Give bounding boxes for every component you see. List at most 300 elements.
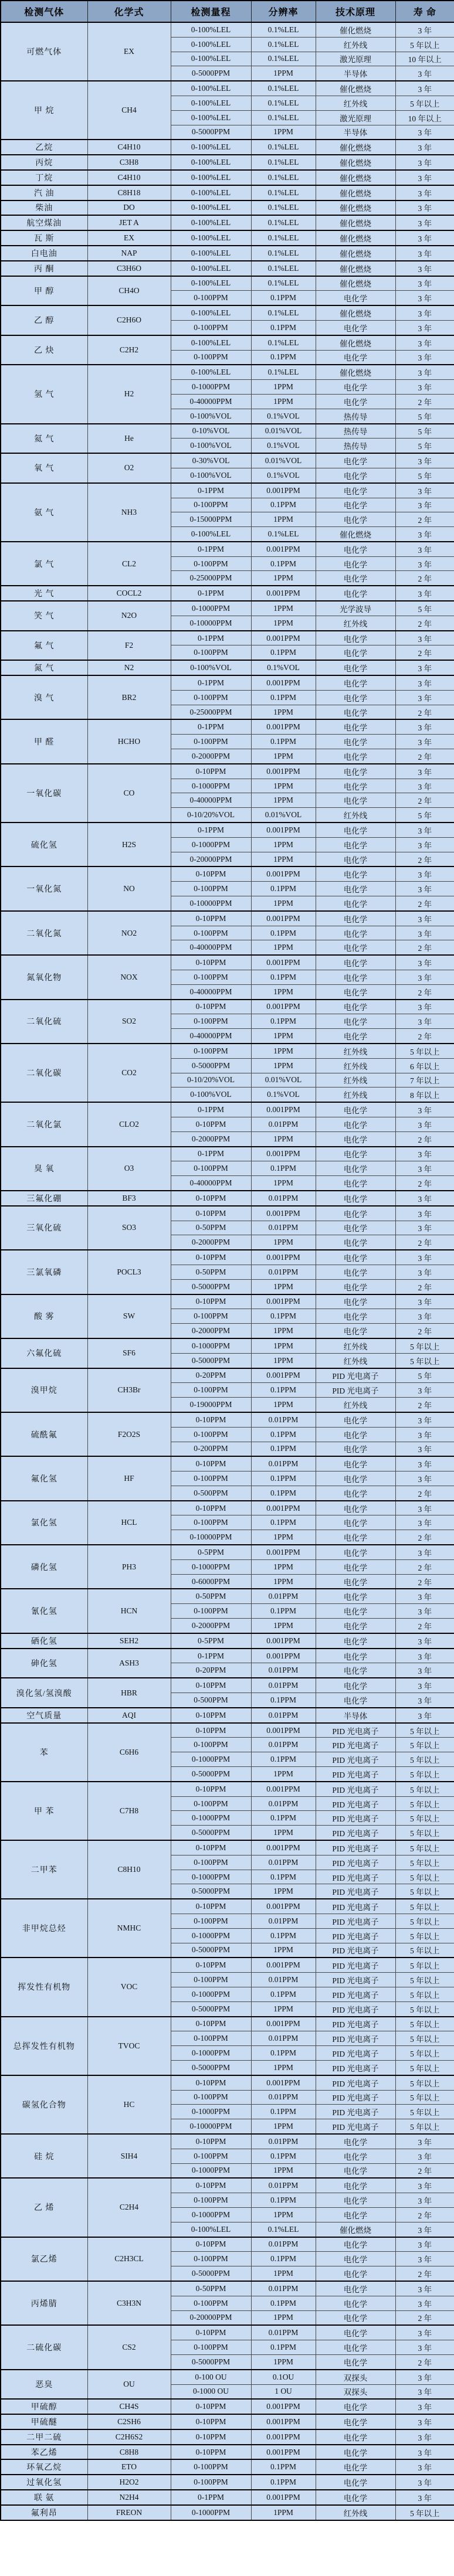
gas-name-cell: 氟化氢 <box>1 1456 87 1500</box>
detection-range-cell: 0-30%VOL <box>171 453 251 468</box>
chemical-formula-cell: C6H6 <box>87 1723 171 1782</box>
technology-cell: 电化学 <box>316 660 395 675</box>
resolution-cell: 0.01PPM <box>251 1265 316 1279</box>
technology-cell: 电化学 <box>316 556 395 571</box>
table-row <box>1 1368 454 1383</box>
lifespan-cell: 3 年 <box>395 246 454 261</box>
chemical-formula-cell: O2 <box>87 453 171 483</box>
lifespan-cell: 5 年以上 <box>395 2001 454 2016</box>
technology-cell: 电化学 <box>316 1604 395 1619</box>
resolution-cell: 0.001PPM <box>251 1000 316 1014</box>
detection-range-cell: 0-1PPM <box>171 542 251 556</box>
lifespan-cell: 2 年 <box>395 645 454 660</box>
technology-cell: 电化学 <box>316 705 395 719</box>
resolution-cell: 0.1%LEL <box>251 37 316 52</box>
detection-range-cell: 0-10PPM <box>171 1117 251 1131</box>
resolution-cell: 0.001PPM <box>251 2429 316 2445</box>
chemical-formula-cell: H2O2 <box>87 2475 171 2490</box>
detection-range-cell: 0-5000PPM <box>171 2060 251 2075</box>
detection-range-cell: 0-10PPM <box>171 2178 251 2193</box>
detection-range-cell: 0-100%LEL <box>171 335 251 350</box>
detection-range-cell: 0-40000PPM <box>171 394 251 409</box>
detection-range-cell: 0-5000PPM <box>171 1279 251 1294</box>
technology-cell: 电化学 <box>316 2475 395 2490</box>
detection-range-cell: 0-1PPM <box>171 483 251 498</box>
detection-range-cell: 0-1000PPM <box>171 2505 251 2520</box>
detection-range-cell: 0-100PPM <box>171 2252 251 2266</box>
detection-range-cell: 0-100%LEL <box>171 185 251 200</box>
lifespan-cell: 3 年 <box>395 125 454 140</box>
gas-name-cell: 二甲二硫 <box>1 2429 87 2445</box>
lifespan-cell: 5 年以上 <box>395 1767 454 1782</box>
technology-cell: 电化学 <box>316 793 395 808</box>
detection-range-cell: 0-19000PPM <box>171 1398 251 1412</box>
technology-cell: 电化学 <box>316 1014 395 1029</box>
lifespan-cell: 5 年以上 <box>395 1928 454 1943</box>
chemical-formula-cell: N2O <box>87 601 171 631</box>
resolution-cell: 1PPM <box>251 1398 316 1412</box>
chemical-formula-cell: ETO <box>87 2459 171 2475</box>
lifespan-cell: 3 年 <box>395 261 454 276</box>
technology-cell: 电化学 <box>316 779 395 793</box>
resolution-cell: 1PPM <box>251 2119 316 2134</box>
technology-cell: 电化学 <box>316 1545 395 1559</box>
gas-name-cell: 硫化氢 <box>1 823 87 866</box>
resolution-cell: 0.001PPM <box>251 1147 316 1161</box>
technology-cell: 光学波导 <box>316 601 395 616</box>
gas-name-cell: 氦 气 <box>1 424 87 454</box>
lifespan-cell: 2 年 <box>395 616 454 630</box>
technology-cell: 电化学 <box>316 1161 395 1176</box>
lifespan-cell: 3 年 <box>395 556 454 571</box>
detection-range-cell: 0-1PPM <box>171 631 251 645</box>
detection-range-cell: 0-5000PPM <box>171 1884 251 1899</box>
technology-cell: 电化学 <box>316 1649 395 1663</box>
gas-name-cell: 氰化氢 <box>1 1589 87 1633</box>
resolution-cell: 0.01PPM <box>251 2281 316 2296</box>
lifespan-cell: 10 年以上 <box>395 110 454 125</box>
lifespan-cell: 3 年 <box>395 2178 454 2193</box>
lifespan-cell: 3 年 <box>395 1191 454 1206</box>
technology-cell: PID 光电离子 <box>316 1826 395 1840</box>
lifespan-cell: 3 年 <box>395 1471 454 1486</box>
technology-cell: 电化学 <box>316 2178 395 2193</box>
resolution-cell: 0.001PPM <box>251 1250 316 1265</box>
technology-cell: 电化学 <box>316 970 395 985</box>
resolution-cell: 0.001PPM <box>251 542 316 556</box>
table-row <box>1 2075 454 2090</box>
lifespan-cell: 2 年 <box>395 2207 454 2222</box>
lifespan-cell: 2 年 <box>395 705 454 719</box>
resolution-cell: 1PPM <box>251 2310 316 2325</box>
resolution-cell: 0.1PPM <box>251 556 316 571</box>
detection-range-cell: 0-100PPM <box>171 1855 251 1870</box>
table-row <box>1 823 454 837</box>
technology-cell: 电化学 <box>316 2149 395 2163</box>
technology-cell: 电化学 <box>316 645 395 660</box>
table-row <box>1 2017 454 2031</box>
lifespan-cell: 3 年 <box>395 1589 454 1603</box>
resolution-cell: 0.001PPM <box>251 866 316 881</box>
gas-name-cell: 乙 烯 <box>1 2178 87 2237</box>
lifespan-cell: 3 年 <box>395 2325 454 2340</box>
lifespan-cell: 3 年 <box>395 2445 454 2460</box>
chemical-formula-cell: CH4O <box>87 276 171 306</box>
resolution-cell: 1PPM <box>251 571 316 586</box>
table-row <box>1 1899 454 1914</box>
lifespan-cell: 8 年以上 <box>395 1088 454 1102</box>
detection-range-cell: 0-25000PPM <box>171 705 251 719</box>
technology-cell: 红外线 <box>316 1044 395 1058</box>
chemical-formula-cell: C7H8 <box>87 1782 171 1840</box>
technology-cell: 电化学 <box>316 1147 395 1161</box>
resolution-cell: 0.1PPM <box>251 1604 316 1619</box>
lifespan-cell: 3 年 <box>395 1294 454 1309</box>
detection-range-cell: 0-40000PPM <box>171 793 251 808</box>
table-row <box>1 276 454 291</box>
lifespan-cell: 3 年 <box>395 365 454 379</box>
gas-name-cell: 溴甲烷 <box>1 1368 87 1412</box>
technology-cell: 电化学 <box>316 2414 395 2429</box>
resolution-cell: 1PPM <box>251 1943 316 1958</box>
table-row <box>1 1294 454 1309</box>
technology-cell: 电化学 <box>316 1678 395 1693</box>
technology-cell: 电化学 <box>316 394 395 409</box>
chemical-formula-cell: PH3 <box>87 1545 171 1589</box>
lifespan-cell: 5 年以上 <box>395 1811 454 1826</box>
detection-range-cell: 0-1PPM <box>171 2490 251 2505</box>
chemical-formula-cell: N2H4 <box>87 2490 171 2505</box>
detection-range-cell: 0-2000PPM <box>171 749 251 764</box>
resolution-cell: 0.1PPM <box>251 1014 316 1029</box>
resolution-cell: 0.1%LEL <box>251 365 316 379</box>
lifespan-cell: 5 年 <box>395 409 454 423</box>
resolution-cell: 1PPM <box>251 2505 316 2520</box>
resolution-cell: 1PPM <box>251 2163 316 2178</box>
technology-cell: 双探头 <box>316 2384 395 2399</box>
lifespan-cell: 5 年 <box>395 468 454 482</box>
chemical-formula-cell: COCL2 <box>87 586 171 601</box>
table-row <box>1 1501 454 1515</box>
resolution-cell: 1PPM <box>251 66 316 81</box>
lifespan-cell: 3 年 <box>395 1102 454 1117</box>
lifespan-cell: 3 年 <box>395 2222 454 2237</box>
lifespan-cell: 3 年 <box>395 453 454 468</box>
technology-cell: PID 光电离子 <box>316 1767 395 1782</box>
resolution-cell: 0.1PPM <box>251 1693 316 1708</box>
gas-name-cell: 二氧化碳 <box>1 1044 87 1102</box>
resolution-cell: 1PPM <box>251 1353 316 1368</box>
lifespan-cell: 3 年 <box>395 1265 454 1279</box>
resolution-cell: 0.1PPM <box>251 1752 316 1767</box>
lifespan-cell: 3 年 <box>395 380 454 395</box>
table-row <box>1 200 454 216</box>
technology-cell: PID 光电离子 <box>316 1782 395 1796</box>
resolution-cell: 0.01PPM <box>251 1738 316 1752</box>
lifespan-cell: 2 年 <box>395 1486 454 1500</box>
technology-cell: 热传导 <box>316 424 395 439</box>
lifespan-cell: 3 年 <box>395 1014 454 1029</box>
resolution-cell: 0.1PPM <box>251 1471 316 1486</box>
technology-cell: PID 光电离子 <box>316 2075 395 2090</box>
technology-cell: PID 光电离子 <box>316 1914 395 1929</box>
lifespan-cell: 3 年 <box>395 1147 454 1161</box>
technology-cell: 电化学 <box>316 926 395 940</box>
detection-range-cell: 0-2000PPM <box>171 1235 251 1250</box>
technology-cell: PID 光电离子 <box>316 1855 395 1870</box>
detection-range-cell: 0-100PPM <box>171 2459 251 2475</box>
chemical-formula-cell: HC <box>87 2075 171 2134</box>
column-header-0: 检测气体 <box>1 1 87 22</box>
resolution-cell: 0.1PPM <box>251 1309 316 1324</box>
detection-range-cell: 0-2000PPM <box>171 1324 251 1338</box>
technology-cell: PID 光电离子 <box>316 1928 395 1943</box>
technology-cell: 电化学 <box>316 1324 395 1338</box>
detection-range-cell: 0-10PPM <box>171 1501 251 1515</box>
detection-range-cell: 0-1000PPM <box>171 837 251 852</box>
technology-cell: 电化学 <box>316 1456 395 1471</box>
resolution-cell: 0.1%LEL <box>251 140 316 155</box>
resolution-cell: 0.001PPM <box>251 2017 316 2031</box>
gas-name-cell: 过氧化氢 <box>1 2475 87 2490</box>
resolution-cell: 0.001PPM <box>251 1782 316 1796</box>
resolution-cell: 1PPM <box>251 1767 316 1782</box>
technology-cell: 催化燃烧 <box>316 155 395 170</box>
resolution-cell: 0.1PPM <box>251 1987 316 2001</box>
detection-range-cell: 0-1PPM <box>171 586 251 601</box>
technology-cell: 电化学 <box>316 719 395 734</box>
table-row <box>1 764 454 779</box>
chemical-formula-cell: H2 <box>87 365 171 423</box>
detection-range-cell: 0-1000PPM <box>171 2046 251 2061</box>
gas-name-cell: 甲 苯 <box>1 1782 87 1840</box>
technology-cell: 电化学 <box>316 2490 395 2505</box>
technology-cell: 电化学 <box>316 1131 395 1146</box>
table-row <box>1 1338 454 1353</box>
technology-cell: PID 光电离子 <box>316 2060 395 2075</box>
resolution-cell: 0.1%LEL <box>251 155 316 170</box>
chemical-formula-cell: SO3 <box>87 1206 171 1250</box>
resolution-cell: 0.01PPM <box>251 1855 316 1870</box>
table-row <box>1 365 454 379</box>
resolution-cell: 0.001PPM <box>251 631 316 645</box>
lifespan-cell: 3 年 <box>395 291 454 305</box>
table-row <box>1 2445 454 2460</box>
technology-cell: 催化燃烧 <box>316 261 395 276</box>
lifespan-cell: 3 年 <box>395 690 454 705</box>
technology-cell: 催化燃烧 <box>316 2222 395 2237</box>
chemical-formula-cell: CH4 <box>87 81 171 140</box>
gas-name-cell: 环氧乙烷 <box>1 2459 87 2475</box>
technology-cell: 电化学 <box>316 2193 395 2208</box>
resolution-cell: 0.1%LEL <box>251 305 316 320</box>
lifespan-cell: 5 年以上 <box>395 1353 454 1368</box>
table-row <box>1 335 454 350</box>
lifespan-cell: 2 年 <box>395 2310 454 2325</box>
resolution-cell: 0.001PPM <box>251 1294 316 1309</box>
table-row <box>1 1044 454 1058</box>
technology-cell: 电化学 <box>316 380 395 395</box>
technology-cell: 催化燃烧 <box>316 185 395 200</box>
resolution-cell: 0.01PPM <box>251 1914 316 1929</box>
table-row <box>1 586 454 601</box>
chemical-formula-cell: HCN <box>87 1589 171 1633</box>
detection-range-cell: 0-1PPM <box>171 719 251 734</box>
technology-cell: 电化学 <box>316 837 395 852</box>
column-header-2: 检测量程 <box>171 1 251 22</box>
lifespan-cell: 2 年 <box>395 2266 454 2281</box>
chemical-formula-cell: SIH4 <box>87 2134 171 2178</box>
chemical-formula-cell: ASH3 <box>87 1649 171 1678</box>
detection-range-cell: 0-5000PPM <box>171 2001 251 2016</box>
technology-cell: 电化学 <box>316 468 395 482</box>
technology-cell: 电化学 <box>316 866 395 881</box>
lifespan-cell: 3 年 <box>395 2459 454 2475</box>
lifespan-cell: 3 年 <box>395 1604 454 1619</box>
resolution-cell: 0.1PPM <box>251 2252 316 2266</box>
detection-range-cell: 0-20000PPM <box>171 2310 251 2325</box>
technology-cell: 红外线 <box>316 1398 395 1412</box>
chemical-formula-cell: HCHO <box>87 719 171 763</box>
lifespan-cell: 3 年 <box>395 483 454 498</box>
technology-cell: PID 光电离子 <box>316 1884 395 1899</box>
resolution-cell: 0.001PPM <box>251 586 316 601</box>
technology-cell: 电化学 <box>316 1279 395 1294</box>
detection-range-cell: 0-10PPM <box>171 2429 251 2445</box>
lifespan-cell: 5 年以上 <box>395 1738 454 1752</box>
table-row <box>1 424 454 439</box>
detection-range-cell: 0-100%VOL <box>171 660 251 675</box>
lifespan-cell: 5 年 <box>395 601 454 616</box>
resolution-cell: 0.01PPM <box>251 1117 316 1131</box>
chemical-formula-cell: N2 <box>87 660 171 675</box>
technology-cell: 电化学 <box>316 675 395 690</box>
detection-range-cell: 0-50PPM <box>171 2281 251 2296</box>
chemical-formula-cell: C2H4 <box>87 2178 171 2237</box>
technology-cell: 电化学 <box>316 735 395 749</box>
lifespan-cell: 2 年 <box>395 1279 454 1294</box>
chemical-formula-cell: BR2 <box>87 675 171 719</box>
detection-range-cell: 0-100PPM <box>171 690 251 705</box>
detection-range-cell: 0-100PPM <box>171 2340 251 2355</box>
lifespan-cell: 5 年以上 <box>395 2046 454 2061</box>
technology-cell: 电化学 <box>316 1206 395 1221</box>
resolution-cell: 0.01PPM <box>251 1678 316 1693</box>
resolution-cell: 1PPM <box>251 1176 316 1191</box>
technology-cell: PID 光电离子 <box>316 2017 395 2031</box>
chemical-formula-cell: AQI <box>87 1708 171 1723</box>
lifespan-cell: 3 年 <box>395 498 454 512</box>
lifespan-cell: 5 年以上 <box>395 1987 454 2001</box>
table-row <box>1 2490 454 2505</box>
detection-range-cell: 0-50PPM <box>171 1265 251 1279</box>
detection-range-cell: 0-40000PPM <box>171 940 251 955</box>
resolution-cell: 0.001PPM <box>251 1723 316 1738</box>
technology-cell: 电化学 <box>316 940 395 955</box>
detection-range-cell: 0-1000PPM <box>171 1928 251 1943</box>
resolution-cell: 0.1%LEL <box>251 527 316 542</box>
technology-cell: PID 光电离子 <box>316 1723 395 1738</box>
lifespan-cell: 5 年以上 <box>395 1884 454 1899</box>
lifespan-cell: 3 年 <box>395 215 454 230</box>
table-row <box>1 1782 454 1796</box>
detection-range-cell: 0-10PPM <box>171 764 251 779</box>
technology-cell: 电化学 <box>316 1250 395 1265</box>
resolution-cell: 0.01PPM <box>251 1796 316 1811</box>
lifespan-cell: 3 年 <box>395 2414 454 2429</box>
detection-range-cell: 0-10PPM <box>171 2414 251 2429</box>
gas-name-cell: 二甲苯 <box>1 1840 87 1899</box>
resolution-cell: 0.001PPM <box>251 2445 316 2460</box>
technology-cell: 电化学 <box>316 1029 395 1044</box>
table-body <box>1 22 454 2520</box>
lifespan-cell: 5 年以上 <box>395 1826 454 1840</box>
resolution-cell: 1PPM <box>251 616 316 630</box>
table-row <box>1 1723 454 1738</box>
technology-cell: 电化学 <box>316 1427 395 1442</box>
table-row <box>1 601 454 616</box>
resolution-cell: 0.1%LEL <box>251 276 316 291</box>
lifespan-cell: 3 年 <box>395 1649 454 1663</box>
detection-range-cell: 0-2000PPM <box>171 1131 251 1146</box>
chemical-formula-cell: C3H3N <box>87 2281 171 2325</box>
technology-cell: 催化燃烧 <box>316 276 395 291</box>
resolution-cell: 0.1%LEL <box>251 170 316 185</box>
resolution-cell: 0.1%LEL <box>251 335 316 350</box>
detection-range-cell: 0-6000PPM <box>171 1574 251 1589</box>
gas-name-cell: 二氧化硫 <box>1 1000 87 1044</box>
lifespan-cell: 5 年以上 <box>395 1796 454 1811</box>
resolution-cell: 0.1PPM <box>251 926 316 940</box>
chemical-formula-cell: C4H10 <box>87 140 171 155</box>
detection-range-cell: 0-20PPM <box>171 1663 251 1678</box>
lifespan-cell: 5 年以上 <box>395 2119 454 2134</box>
table-row <box>1 1147 454 1161</box>
chemical-formula-cell: F2 <box>87 631 171 661</box>
lifespan-cell: 5 年以上 <box>395 1752 454 1767</box>
technology-cell: 热传导 <box>316 409 395 423</box>
detection-range-cell: 0-100%LEL <box>171 200 251 216</box>
lifespan-cell: 2 年 <box>395 1559 454 1574</box>
detection-range-cell: 0-10PPM <box>171 1191 251 1206</box>
lifespan-cell: 5 年以上 <box>395 2060 454 2075</box>
gas-name-cell: 砷化氢 <box>1 1649 87 1678</box>
technology-cell: 电化学 <box>316 631 395 645</box>
technology-cell: 半导体 <box>316 125 395 140</box>
technology-cell: 电化学 <box>316 498 395 512</box>
technology-cell: 电化学 <box>316 1515 395 1530</box>
resolution-cell: 0.1%LEL <box>251 246 316 261</box>
lifespan-cell: 3 年 <box>395 542 454 556</box>
chemical-formula-cell: C8H10 <box>87 1840 171 1899</box>
chemical-formula-cell: JET A <box>87 215 171 230</box>
resolution-cell: 0.1PPM <box>251 1928 316 1943</box>
technology-cell: 红外线 <box>316 37 395 52</box>
table-row <box>1 1840 454 1855</box>
chemical-formula-cell: CO2 <box>87 1044 171 1102</box>
resolution-cell: 0.01PPM <box>251 2178 316 2193</box>
gas-name-cell: 甲硫醚 <box>1 2414 87 2429</box>
detection-range-cell: 0-10PPM <box>171 2445 251 2460</box>
technology-cell: 催化燃烧 <box>316 215 395 230</box>
detection-range-cell: 0-100%LEL <box>171 246 251 261</box>
technology-cell: PID 光电离子 <box>316 2119 395 2134</box>
technology-cell: 双探头 <box>316 2370 395 2384</box>
gas-name-cell: 甲硫醇 <box>1 2399 87 2414</box>
detection-range-cell: 0-100PPM <box>171 2296 251 2310</box>
table-row <box>1 215 454 230</box>
resolution-cell: 1PPM <box>251 1884 316 1899</box>
